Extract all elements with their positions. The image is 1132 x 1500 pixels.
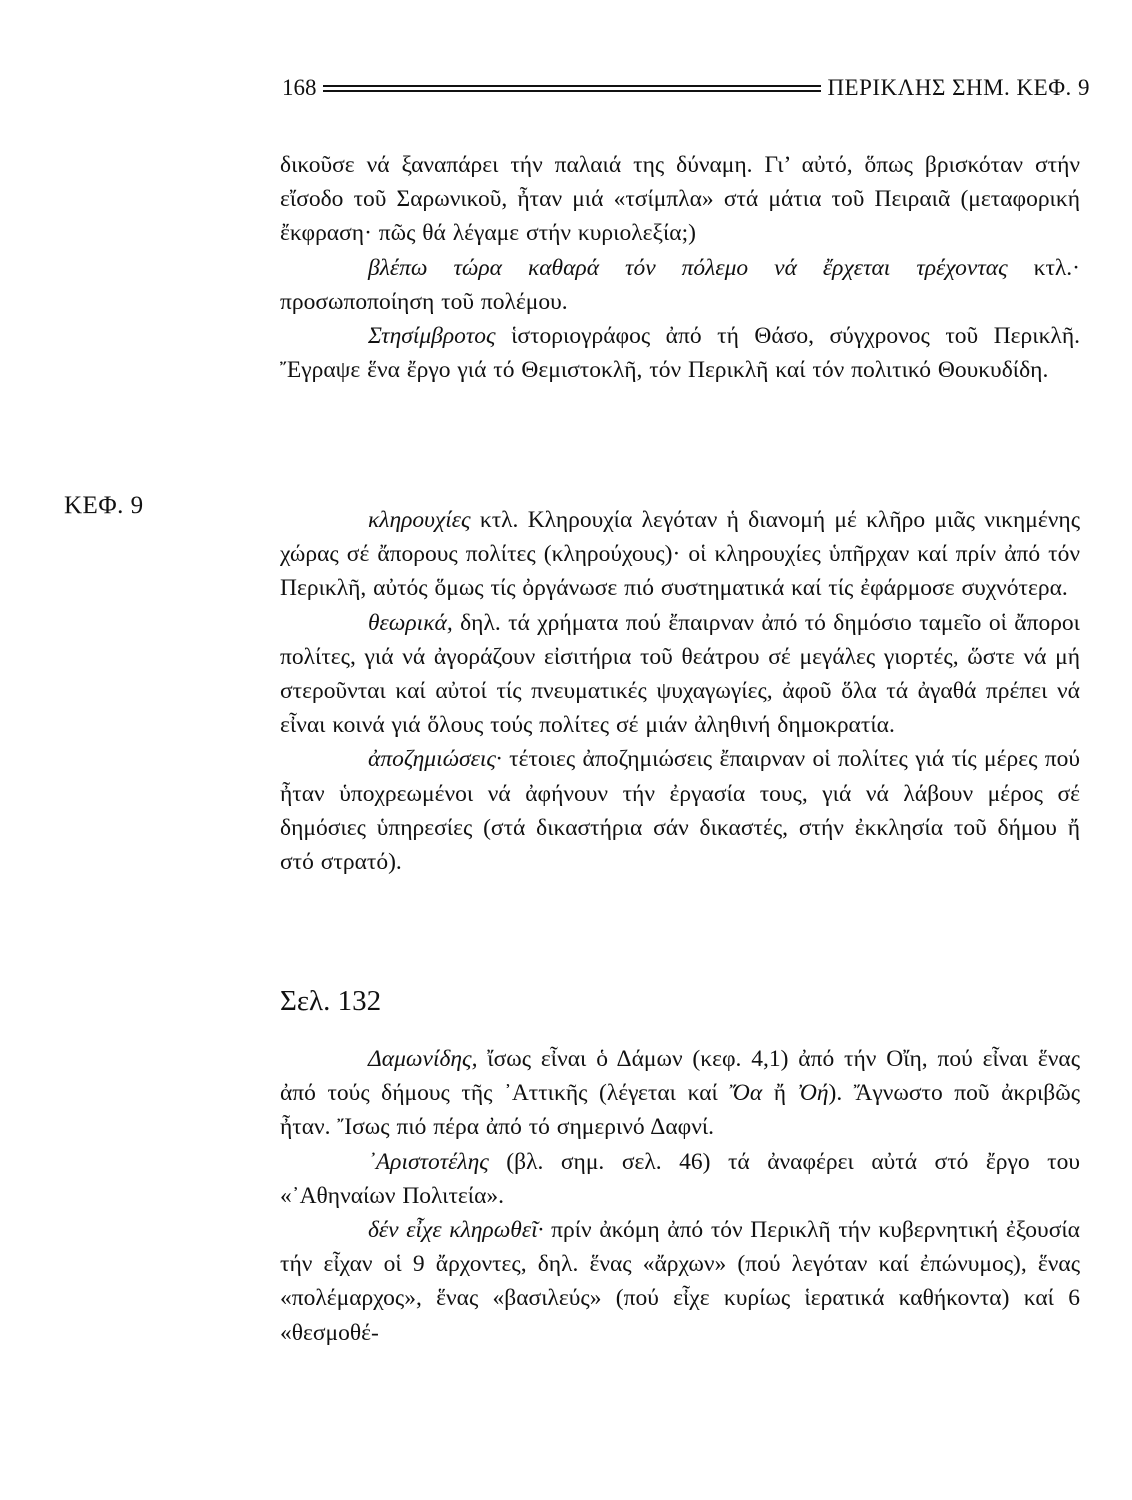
page-header [282,70,1090,106]
note-damonidis: Δαμωνίδης, ἴσως εἶναι ὁ Δάμων (κεφ. 4,1) ἀπό τήν Οἴη, πού εἶναι ἕνας ἀπό τούς δήμους τῆς ᾿Αττικῆς (λέγεται καί Ὄα ἤ Ὀή). Ἄγνωστο ποῦ ἀκριβῶς ἦταν. Ἴσως πιό πέρα ἀπό τό σημερινό Δαφνί. [280,1046,1081,1141]
note-term: ἀποζημιώσεις· [368,746,502,773]
note-stisimvrotos: Στησίμβροτος ἱστοριογράφος ἀπό τή Θάσο, σύγχρονος τοῦ Περικλῆ. Ἔγραψε ἕνα ἔργο γιά τό Θεμιστοκλῆ, τόν Περικλῆ καί τόν πολιτικό Θουκυδίδη. [280,323,1080,384]
section-heading-page-ref: Σελ. 132 [280,985,382,1017]
note-term: θεωρικά, [368,609,453,636]
page-132-notes [280,1042,1080,1350]
note-term: κληρουχίες [368,507,471,533]
note-term: Στησίμβροτος [368,323,496,350]
note-continuation: δικοῦσε νά ξαναπάρει τήν παλαιά της δύναμη. Γι’ αὐτό, ὅπως βρισκόταν στήν εἴσοδο τοῦ Σαρωνικοῦ, ἦταν μιά «τσίμπλα» στά μάτια τοῦ Πειραιᾶ (μεταφορική ἔκφραση· πῶς θά λέγαμε στήν κυριολεξία;) [280,152,1080,247]
chapter-margin-label: ΚΕΦ. 9 [64,492,144,519]
header-double-rule [323,85,822,92]
running-title: ΠΕΡΙΚΛΗΣ ΣΗΜ. ΚΕΦ. 9 [827,75,1090,100]
note-term: Δαμωνίδης, [368,1046,478,1072]
note-vlepo: βλέπω τώρα καθαρά τόν πόλεμο νά ἔρχεται τρέχοντας κτλ.· προσωποποίηση τοῦ πολέμου. [280,254,1080,315]
note-term: βλέπω τώρα καθαρά τόν πόλεμο νά ἔρχεται τρέχοντας [368,254,1008,281]
note-term: δέν εἶχε κληρωθεῖ· [368,1217,544,1244]
note-apozimioseis: ἀποζημιώσεις· τέτοιες ἀποζημιώσεις ἔπαιρναν οἱ πολίτες γιά τίς μέρες πού ἦταν ὑποχρεωμένοι νά ἀφήνουν τήν ἐργασία τους, γιά νά λάβουν μέρος σέ δημόσιες ὑπηρεσίες (στά δικαστήρια σάν δικαστές, στήν ἐκκλησία τοῦ δήμου ἤ στό στρατό). [280,746,1080,876]
note-theorika: θεωρικά, δηλ. τά χρήματα πού ἔπαιρναν ἀπό τό δημόσιο ταμεῖο οἱ ἄποροι πολίτες, γιά νά ἀγοράζουν εἰσιτήρια τοῦ θεάτρου σέ μεγάλες γιορτές, ὥστε νά μή στεροῦνται καί αὐτοί τίς πνευματικές ψυχαγωγίες, ἀφοῦ ὅλα τά ἀγαθά πρέπει νά εἶναι κοινά γιά ὅλους τούς πολίτες σέ μιάν ἀληθινή δημοκρατία. [280,609,1080,739]
note-aristotelis: ᾿Αριστοτέλης (βλ. σημ. σελ. 46) τά ἀναφέρει αὐτά στό ἔργο του «᾿Αθηναίων Πολιτεία». [280,1148,1080,1209]
notes-block-continued [280,148,1080,387]
chapter-9-notes [280,503,1080,879]
note-klirouchies: κληρουχίες κτλ. Κληρουχία λεγόταν ἡ διανομή μέ κλῆρο μιᾶς νικημένης χώρας σέ ἄπορους πολίτες (κληρούχους)· οἱ κληρουχίες ὑπῆρχαν καί πρίν ἀπό τόν Περικλῆ, αὐτός ὅμως τίς ὀργάνωσε πιό συστηματικά καί τίς ἐφάρμοσε συχνότερα. [280,507,1080,602]
page-number: 168 [282,75,317,100]
note-den-eixe-klirothei: δέν εἶχε κληρωθεῖ· πρίν ἀκόμη ἀπό τόν Περικλῆ τήν κυβερνητική ἐξουσία τήν εἶχαν οἱ 9 ἄρχοντες, δηλ. ἕνας «ἄρχων» (πού λεγόταν καί ἐπώνυμος), ἕνας «πολέμαρχος», ἕνας «βασιλεύς» (πού εἶχε κυρίως ἱερατικά καθήκοντα) καί 6 «θεσμοθέ- [280,1217,1080,1346]
note-term: ᾿Αριστοτέλης [368,1148,489,1175]
